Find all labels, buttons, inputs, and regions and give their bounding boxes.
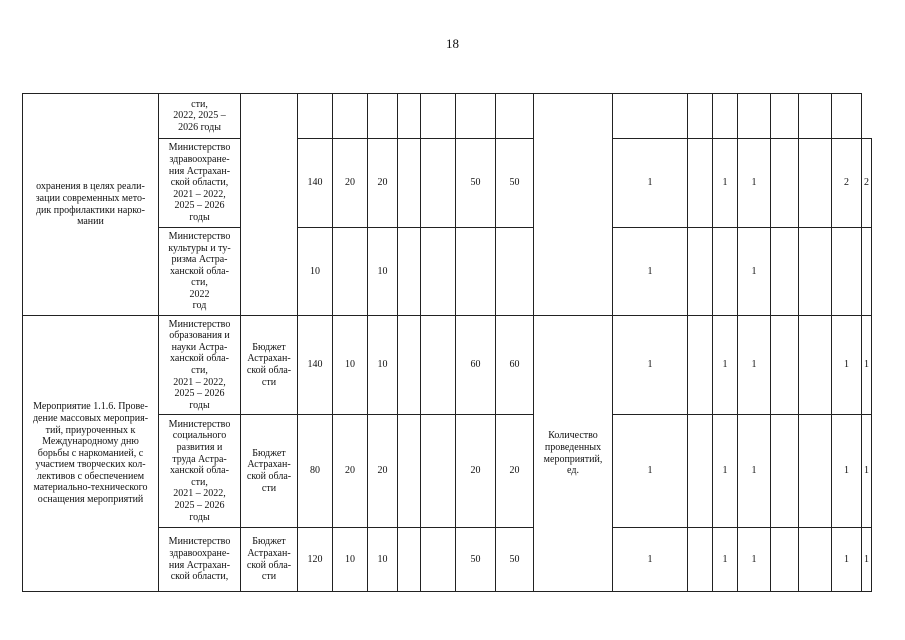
count-cell bbox=[799, 415, 832, 528]
count-cell bbox=[771, 139, 799, 228]
count-cell bbox=[799, 228, 832, 316]
count-cell: 1 bbox=[862, 415, 872, 528]
count-cell bbox=[688, 316, 713, 415]
funding-source-cell: Бюджет Астрахан- ской обла- сти bbox=[241, 528, 298, 592]
count-cell: 1 bbox=[832, 316, 862, 415]
activities-table bbox=[22, 93, 872, 592]
value-cell: 20 bbox=[368, 415, 398, 528]
value-cell: 10 bbox=[368, 316, 398, 415]
value-cell: 20 bbox=[333, 139, 368, 228]
count-cell: 1 bbox=[862, 528, 872, 592]
count-cell: 1 bbox=[832, 415, 862, 528]
responsible-cell: Министерство культуры и ту- ризма Астра- ханской обла- сти, 2022 год bbox=[159, 228, 241, 316]
value-cell: 120 bbox=[298, 528, 333, 592]
count-cell bbox=[799, 528, 832, 592]
value-cell bbox=[421, 415, 456, 528]
value-cell: 50 bbox=[496, 139, 534, 228]
count-cell bbox=[832, 94, 862, 139]
value-cell bbox=[456, 228, 496, 316]
activity-description: Мероприятие 1.1.6. Прове- дение массовых мероприя- тий, приуроченных к Международному дню борьбы с наркоманией, с участием творческих кол- лективов с обеспечением материально-технического оснащения мероприятий bbox=[23, 316, 159, 592]
activity-description: охранения в целях реали- зации современных мето- дик профилактики нарко- мании bbox=[23, 94, 159, 316]
value-cell bbox=[398, 94, 421, 139]
count-cell bbox=[862, 228, 872, 316]
count-cell: 2 bbox=[862, 139, 872, 228]
responsible-cell: Министерство образования и науки Астра- ханской обла- сти, 2021 – 2022, 2025 – 2026 годы bbox=[159, 316, 241, 415]
value-cell: 80 bbox=[298, 415, 333, 528]
funding-source-cell: Бюджет Астрахан- ской обла- сти bbox=[241, 316, 298, 415]
funding-source-cell: Бюджет Астрахан- ской обла- сти bbox=[241, 415, 298, 528]
value-cell: 140 bbox=[298, 139, 333, 228]
count-cell bbox=[688, 139, 713, 228]
table-row bbox=[23, 316, 872, 415]
count-cell: 1 bbox=[713, 139, 738, 228]
count-cell bbox=[738, 94, 771, 139]
value-cell: 20 bbox=[333, 415, 368, 528]
value-cell bbox=[398, 528, 421, 592]
value-cell: 10 bbox=[368, 528, 398, 592]
count-cell: 1 bbox=[832, 528, 862, 592]
value-cell bbox=[368, 94, 398, 139]
count-cell: 1 bbox=[713, 316, 738, 415]
count-cell bbox=[799, 139, 832, 228]
value-cell bbox=[421, 528, 456, 592]
count-cell bbox=[688, 228, 713, 316]
value-cell bbox=[398, 316, 421, 415]
count-cell bbox=[688, 94, 713, 139]
count-cell: 1 bbox=[738, 415, 771, 528]
value-cell: 10 bbox=[333, 528, 368, 592]
value-cell bbox=[398, 139, 421, 228]
responsible-cell: Министерство социального развития и труда Астра- ханской обла- сти, 2021 – 2022, 2025 – 2026 годы bbox=[159, 415, 241, 528]
count-cell: 1 bbox=[613, 228, 688, 316]
value-cell: 10 bbox=[368, 228, 398, 316]
count-cell: 1 bbox=[613, 415, 688, 528]
count-cell bbox=[613, 94, 688, 139]
count-cell bbox=[771, 415, 799, 528]
count-cell bbox=[771, 528, 799, 592]
value-cell bbox=[398, 228, 421, 316]
count-cell bbox=[771, 228, 799, 316]
count-cell: 1 bbox=[613, 528, 688, 592]
count-cell: 1 bbox=[713, 415, 738, 528]
indicator-cell bbox=[534, 94, 613, 316]
value-cell: 10 bbox=[298, 228, 333, 316]
table-row bbox=[23, 94, 872, 139]
responsible-cell: Министерство здравоохране- ния Астрахан- ской области, 2021 – 2022, 2025 – 2026 годы bbox=[159, 139, 241, 228]
value-cell bbox=[496, 228, 534, 316]
value-cell: 140 bbox=[298, 316, 333, 415]
value-cell: 20 bbox=[456, 415, 496, 528]
value-cell bbox=[421, 316, 456, 415]
count-cell: 1 bbox=[613, 139, 688, 228]
count-cell: 1 bbox=[738, 316, 771, 415]
count-cell bbox=[713, 228, 738, 316]
count-cell: 1 bbox=[738, 139, 771, 228]
value-cell bbox=[398, 415, 421, 528]
count-cell bbox=[799, 316, 832, 415]
count-cell: 2 bbox=[832, 139, 862, 228]
count-cell: 1 bbox=[713, 528, 738, 592]
value-cell bbox=[496, 94, 534, 139]
count-cell: 1 bbox=[738, 528, 771, 592]
value-cell: 50 bbox=[496, 528, 534, 592]
value-cell bbox=[421, 139, 456, 228]
value-cell: 50 bbox=[456, 528, 496, 592]
count-cell: 1 bbox=[862, 316, 872, 415]
value-cell bbox=[333, 94, 368, 139]
page-number: 18 bbox=[446, 36, 459, 51]
count-cell bbox=[771, 316, 799, 415]
value-cell: 60 bbox=[456, 316, 496, 415]
count-cell bbox=[688, 415, 713, 528]
indicator-cell: Количество проведенных мероприятий, ед. bbox=[534, 316, 613, 592]
value-cell bbox=[421, 228, 456, 316]
value-cell bbox=[456, 94, 496, 139]
value-cell: 60 bbox=[496, 316, 534, 415]
value-cell bbox=[333, 228, 368, 316]
value-cell: 20 bbox=[368, 139, 398, 228]
value-cell: 20 bbox=[496, 415, 534, 528]
responsible-cell: Министерство здравоохране- ния Астрахан- ской области, bbox=[159, 528, 241, 592]
count-cell: 1 bbox=[738, 228, 771, 316]
value-cell bbox=[298, 94, 333, 139]
funding-source-cell bbox=[241, 94, 298, 316]
count-cell bbox=[799, 94, 832, 139]
count-cell bbox=[832, 228, 862, 316]
count-cell bbox=[771, 94, 799, 139]
count-cell bbox=[688, 528, 713, 592]
value-cell: 10 bbox=[333, 316, 368, 415]
count-cell bbox=[713, 94, 738, 139]
value-cell: 50 bbox=[456, 139, 496, 228]
count-cell: 1 bbox=[613, 316, 688, 415]
value-cell bbox=[421, 94, 456, 139]
responsible-cell: сти, 2022, 2025 – 2026 годы bbox=[159, 94, 241, 139]
